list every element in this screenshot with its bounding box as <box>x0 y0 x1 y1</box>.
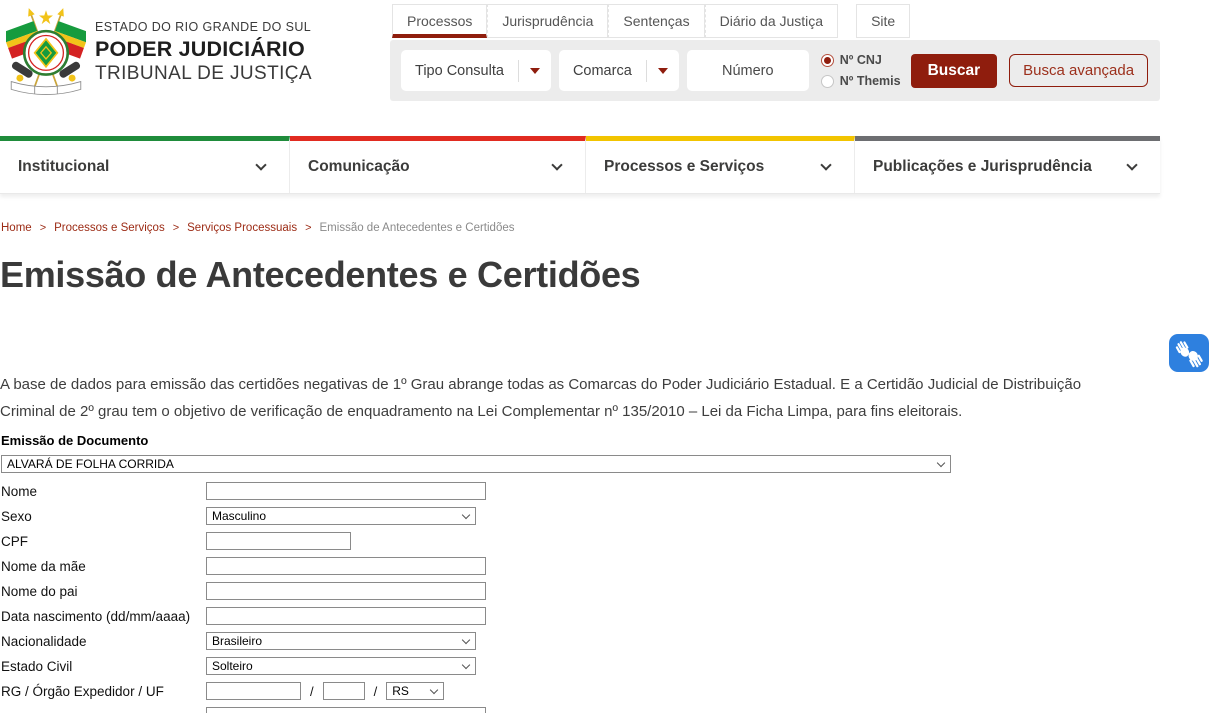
numero-input[interactable] <box>687 50 809 91</box>
nome-do-pai-input[interactable] <box>206 582 486 600</box>
libras-accessibility-button[interactable] <box>1169 334 1209 372</box>
field-label: CPF <box>1 533 28 549</box>
breadcrumb-separator: > <box>305 222 312 234</box>
field-label: RG / Órgão Expedidor / UF <box>1 683 164 699</box>
nav-comunicacao[interactable] <box>290 136 586 193</box>
tab-diario-da-justica[interactable]: Diário da Justiça <box>705 4 839 38</box>
nav-label: Processos e Serviços <box>604 158 765 175</box>
separator: / <box>310 683 314 699</box>
caret-down-icon <box>647 68 679 74</box>
estado-civil-select[interactable]: Solteiro <box>206 657 476 675</box>
radio-themis[interactable] <box>821 74 901 88</box>
site-logo[interactable] <box>6 2 312 102</box>
separator: / <box>373 683 378 699</box>
nav-label: Publicações e Jurisprudência <box>873 158 1092 175</box>
org-title <box>95 20 312 85</box>
form-row-estado-civil <box>1 657 951 675</box>
field-label: Nome <box>1 483 38 499</box>
field-label: Sexo <box>1 508 32 524</box>
field-label: Data nascimento (dd/mm/aaaa) <box>1 608 191 624</box>
partial-input[interactable] <box>206 707 486 713</box>
tab-processos[interactable]: Processos <box>392 4 487 38</box>
intro-paragraph: A base de dados para emissão das certidões negativas de 1º Grau abrange todas as Comarcas do Poder Judiciário Estadual. E a Certidão Judicial de Distribuição Criminal de 2º grau tem o objetivo de verificação de enquadramento na Lei Complementar nº 135/2010 – Lei da Ficha Limpa, para fins eleitorais. <box>0 376 1082 420</box>
breadcrumb-current: Emissão de Antecedentes e Certidões <box>319 222 515 234</box>
form-row-rg <box>1 682 951 700</box>
radio-themis-label: Nº Themis <box>839 74 901 88</box>
nav-label: Institucional <box>18 158 110 175</box>
document-type-select[interactable]: ALVARÁ DE FOLHA CORRIDA <box>1 455 951 473</box>
field-label: Nacionalidade <box>1 633 87 649</box>
field-label: Nome do pai <box>1 583 78 599</box>
libras-hands-icon <box>1169 334 1209 372</box>
rs-coat-of-arms-icon <box>6 2 86 102</box>
emissao-de-documento-label: Emissão de Documento <box>1 433 149 448</box>
form-row-nome-do-pai <box>1 582 951 600</box>
radio-cnj-button[interactable] <box>821 54 834 67</box>
busca-avancada-button[interactable]: Busca avançada <box>1009 54 1148 87</box>
breadcrumb-separator: > <box>172 222 180 234</box>
org-line3: TRIBUNAL DE JUSTIÇA <box>95 62 312 84</box>
org-line2: PODER JUDICIÁRIO <box>95 36 305 61</box>
nacionalidade-select[interactable]: Brasileiro <box>206 632 476 650</box>
breadcrumb-separator: > <box>39 222 47 234</box>
comarca-label: Comarca <box>572 62 632 79</box>
rg-input[interactable] <box>206 682 301 700</box>
form-row-sexo <box>1 507 951 525</box>
chevron-down-icon <box>820 159 831 170</box>
form-row-nome-da-mae <box>1 557 951 575</box>
form-row-nome <box>1 482 951 500</box>
chevron-down-icon <box>255 159 266 170</box>
chevron-down-icon <box>1126 159 1137 170</box>
page-title: Emissão de Antecedentes e Certidões <box>0 254 641 295</box>
caret-down-icon <box>519 68 551 74</box>
cpf-input[interactable] <box>206 532 351 550</box>
breadcrumb-home[interactable]: Home <box>1 222 32 234</box>
breadcrumb <box>1 222 515 234</box>
certificate-form <box>1 433 951 713</box>
orgao-expedidor-input[interactable] <box>323 682 365 700</box>
breadcrumb-processos-e-servicos[interactable]: Processos e Serviços <box>54 222 165 234</box>
form-row-data-nascimento <box>1 607 951 625</box>
radio-cnj-label: Nº CNJ <box>839 53 882 67</box>
form-row-cpf <box>1 532 951 550</box>
data-nascimento-input[interactable] <box>206 607 486 625</box>
sexo-select[interactable]: Masculino <box>206 507 476 525</box>
form-row-partial <box>1 707 951 713</box>
org-line1: ESTADO DO RIO GRANDE DO SUL <box>95 19 312 34</box>
field-label: Estado Civil <box>1 658 73 674</box>
tipo-consulta-label: Tipo Consulta <box>415 62 504 79</box>
buscar-button[interactable]: Buscar <box>911 54 998 88</box>
main-navigation <box>0 136 1160 194</box>
nav-processos-e-servicos[interactable] <box>586 136 855 193</box>
form-row-nacionalidade <box>1 632 951 650</box>
tab-jurisprudencia[interactable]: Jurisprudência <box>487 4 608 38</box>
uf-select[interactable]: RS <box>386 682 444 700</box>
nav-publicacoes-e-jurisprudencia[interactable] <box>855 136 1160 193</box>
nome-da-mae-input[interactable] <box>206 557 486 575</box>
number-type-radios <box>821 53 901 88</box>
radio-themis-button[interactable] <box>821 75 834 88</box>
field-label: Nome da mãe <box>1 558 86 574</box>
nav-institucional[interactable] <box>0 136 290 193</box>
tab-site[interactable]: Site <box>856 4 910 38</box>
breadcrumb-servicos-processuais[interactable]: Serviços Processuais <box>187 222 298 234</box>
tab-sentencas[interactable]: Sentenças <box>608 4 704 38</box>
nav-label: Comunicação <box>308 158 410 175</box>
tipo-consulta-dropdown[interactable] <box>401 50 551 91</box>
chevron-down-icon <box>551 159 562 170</box>
comarca-dropdown[interactable] <box>559 50 679 91</box>
radio-cnj[interactable] <box>821 53 901 67</box>
process-search-panel <box>390 40 1160 101</box>
header-tabs <box>392 4 910 38</box>
nome-input[interactable] <box>206 482 486 500</box>
